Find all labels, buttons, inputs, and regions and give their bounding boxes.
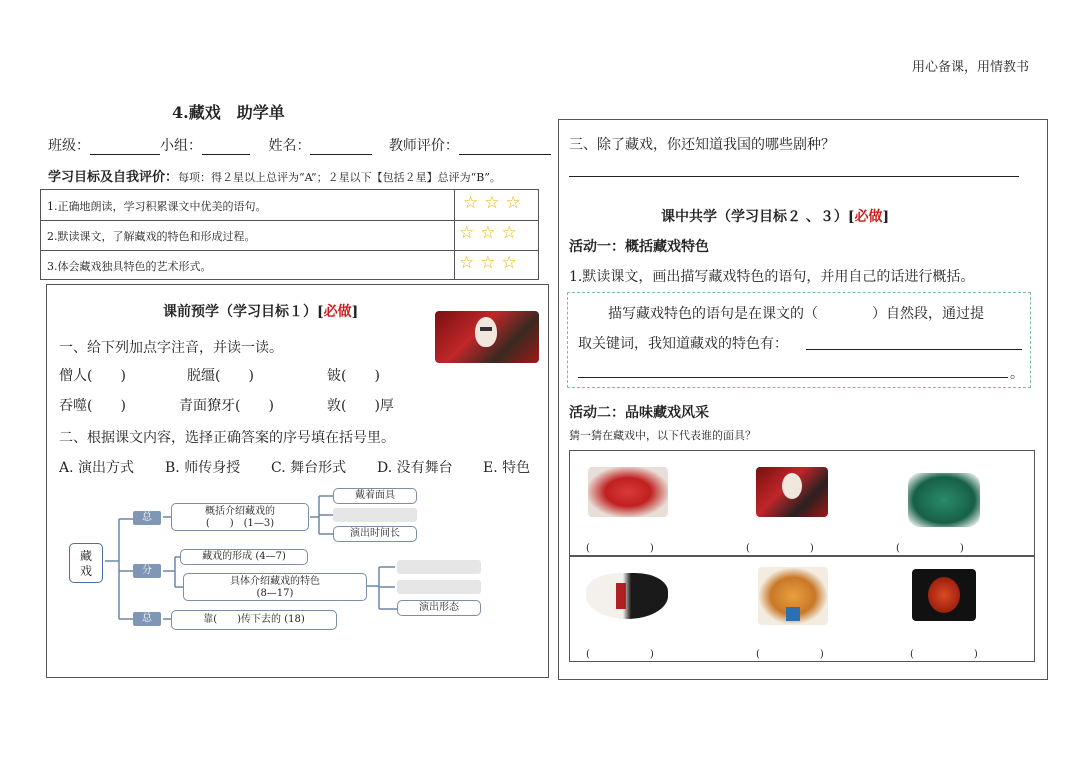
eval-field[interactable] xyxy=(459,140,551,155)
group-label: 小组： xyxy=(160,138,202,154)
objective-3: 3.体会藏戏独具特色的艺术形式。 xyxy=(47,260,212,273)
diagram-feature-form: 演出形态 xyxy=(397,600,481,616)
objective-2: 2.默读课文，了解藏戏的特色和形成过程。 xyxy=(47,230,256,243)
class-label: 班级： xyxy=(48,138,90,154)
activity-2-question: 猜一猜在藏戏中，以下代表谁的面具？ xyxy=(569,429,756,442)
student-info-row xyxy=(48,135,551,155)
pinyin-item[interactable]: 青面獠牙( ) xyxy=(179,398,274,414)
question-3: 三、除了藏戏，你还知道我国的哪些剧种？ xyxy=(569,137,835,153)
diagram-box-overview: 概括介绍藏戏的 ( ) (1—3) xyxy=(171,503,309,531)
star-rating-3[interactable]: ☆☆☆ xyxy=(459,253,523,273)
red-mask-image xyxy=(588,467,668,517)
objectives-heading: 学习目标及自我评价： xyxy=(48,170,179,185)
mask-row-2 xyxy=(569,556,1035,662)
pinyin-item[interactable]: 脱缰( ) xyxy=(187,368,254,384)
fill-line-1: 描写藏戏特色的语句是在课文的（ ）自然段，通过提 xyxy=(608,306,984,322)
activity-1-title: 活动一：概括藏戏特色 xyxy=(569,239,709,255)
diagram-tag-summary: 总 xyxy=(133,511,161,525)
question-2: 二、根据课文内容，选择正确答案的序号填在括号里。 xyxy=(59,430,395,446)
objectives-heading-row xyxy=(48,166,501,185)
diagram-root: 藏 戏 xyxy=(69,543,103,583)
activity-1-answer-box: 描写藏戏特色的语句是在课文的（ ）自然段，通过提 取关键词，我知道藏戏的特色有： 。 xyxy=(567,292,1031,388)
question-1: 一、给下列加点字注音，并读一读。 xyxy=(59,340,283,356)
mask-answer[interactable]: ( ) xyxy=(586,649,654,660)
diagram-feature-duration: 演出时间长 xyxy=(333,526,417,542)
activity-1-question: 1.默读课文，画出描写藏戏特色的语句，并用自己的话进行概括。 xyxy=(569,269,975,285)
pinyin-item[interactable]: 吞噬( ) xyxy=(59,398,126,414)
group-field[interactable] xyxy=(202,140,250,155)
preview-section xyxy=(46,284,549,678)
class-field[interactable] xyxy=(90,140,160,155)
option-d: D. 没有舞台 xyxy=(377,460,453,476)
fill-line-2-label: 取关键词，我知道藏戏的特色有： xyxy=(578,336,788,352)
feature-answer-line[interactable] xyxy=(806,349,1022,350)
mask-answer[interactable]: ( ) xyxy=(746,543,814,554)
diagram-box-transmission[interactable]: 靠( )传下去的 (18) xyxy=(171,610,337,630)
diagram-blank-answer[interactable] xyxy=(397,560,481,574)
yellow-mask-image xyxy=(758,567,828,625)
answer-line[interactable] xyxy=(569,176,1019,177)
preview-title: 课前预学（学习目标１）[必做] xyxy=(163,304,359,320)
mask-answer[interactable]: ( ) xyxy=(896,543,964,554)
option-a: A. 演出方式 xyxy=(59,460,135,476)
diagram-feature-masks: 戴着面具 xyxy=(333,488,417,504)
feature-answer-line[interactable] xyxy=(578,377,1008,378)
mask-answer[interactable]: ( ) xyxy=(586,543,654,554)
mask-row-1 xyxy=(569,450,1035,556)
diagram-blank-answer[interactable] xyxy=(333,508,417,522)
eval-label: 教师评价： xyxy=(388,138,459,154)
option-e: E. 特色 xyxy=(483,460,531,476)
in-class-section xyxy=(558,119,1048,680)
required-badge: 必做 xyxy=(323,304,352,320)
mask-answer[interactable]: ( ) xyxy=(910,649,978,660)
page-title: 4.藏戏 助学单 xyxy=(172,103,285,122)
pinyin-item[interactable]: 铍( ) xyxy=(327,368,380,384)
diagram-blank-answer[interactable] xyxy=(397,580,481,594)
in-class-title: 课中共学（学习目标２ 、３）[必做] xyxy=(661,209,890,225)
green-mask-image xyxy=(908,473,980,527)
name-label: 姓名： xyxy=(268,138,311,154)
wrathful-mask-image xyxy=(912,569,976,621)
activity-2-title: 活动二：品味藏戏风采 xyxy=(569,405,709,421)
performer-mask-image xyxy=(756,467,828,517)
half-mask-image xyxy=(586,573,668,619)
objective-1: 1.正确地朗读，学习积累课文中优美的语句。 xyxy=(47,200,267,213)
diagram-box-formation: 藏戏的形成 (4—7) xyxy=(180,549,308,565)
required-badge: 必做 xyxy=(854,209,883,225)
header-motto: 用心备课，用情教书 xyxy=(912,60,1030,75)
diagram-tag-summary: 总 xyxy=(133,612,161,626)
mask-answer[interactable]: ( ) xyxy=(756,649,824,660)
pinyin-item[interactable]: 敦( )厚 xyxy=(327,398,394,414)
option-b: B. 师传身授 xyxy=(165,460,241,476)
objectives-rule: 每项：得２星以上总评为“A”；２星以下【包括２星】总评为“B”。 xyxy=(178,171,501,184)
name-field[interactable] xyxy=(310,140,372,155)
diagram-box-features: 具体介绍藏戏的特色 (8—17) xyxy=(183,573,367,601)
pinyin-item[interactable]: 僧人( ) xyxy=(59,368,126,384)
star-rating-1[interactable]: ☆☆☆ xyxy=(463,193,527,213)
diagram-blank[interactable]: ( ) (1—3) xyxy=(205,518,275,529)
diagram-tag-detail: 分 xyxy=(133,564,161,578)
objectives-table xyxy=(40,189,539,280)
star-rating-2[interactable]: ☆☆☆ xyxy=(459,223,523,243)
option-c: C. 舞台形式 xyxy=(271,460,347,476)
